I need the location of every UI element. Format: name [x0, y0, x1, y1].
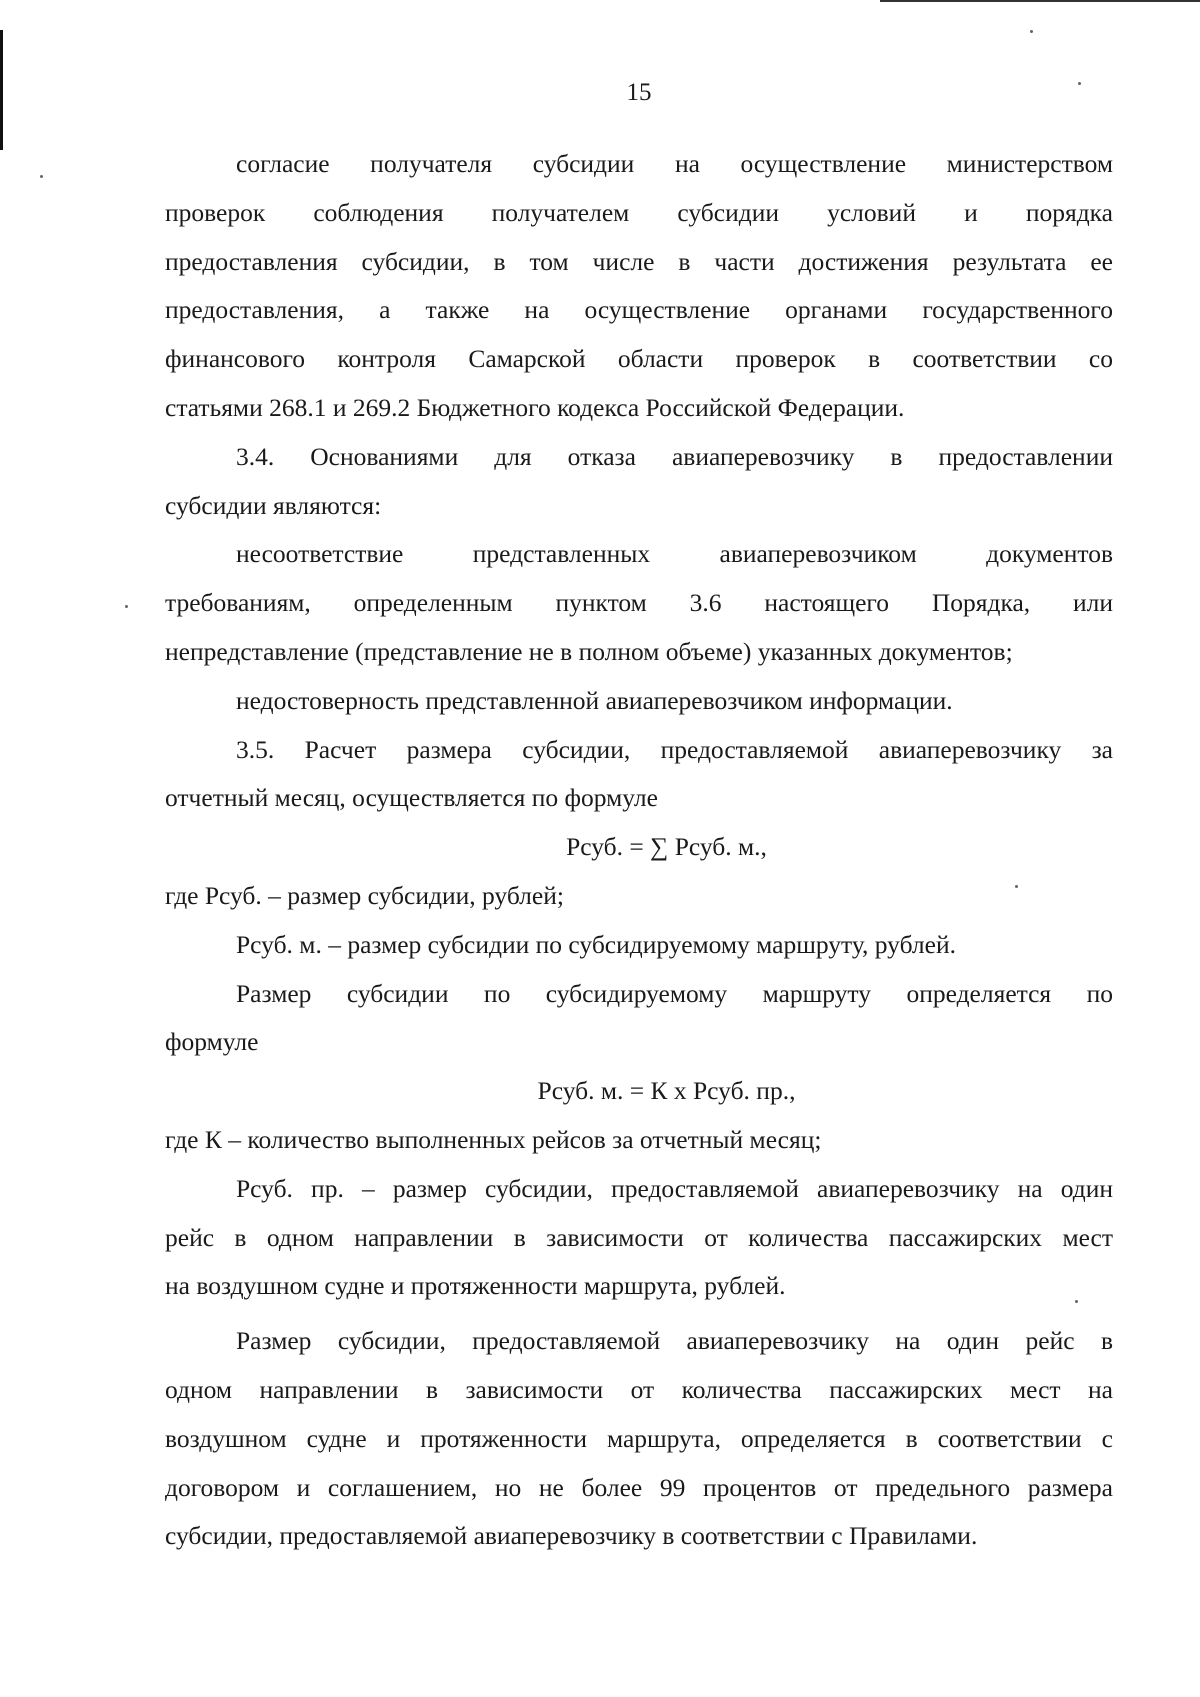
text-line: Рсуб. пр. – размер субсидии, предоставляемой авиаперевозчику на один — [236, 1173, 1113, 1203]
formula-where-line — [165, 1116, 1113, 1165]
paragraph — [165, 970, 1113, 1068]
formula-total-subsidy: Рсуб. = ∑ Рсуб. м., — [566, 832, 767, 862]
text-line: где Рсуб. – размер субсидии, рублей; — [165, 880, 564, 910]
paragraph — [165, 677, 1113, 726]
text-line: требованиям, определенным пунктом 3.6 настоящего Порядка, или — [165, 588, 1113, 618]
text-line: несоответствие представленных авиаперевозчиком документов — [236, 539, 1113, 569]
text-line: субсидии являются: — [165, 490, 382, 520]
text-line: непредставление (представление не в полном объеме) указанных документов; — [165, 636, 1013, 666]
formula-definition — [165, 921, 1113, 970]
text-line: предоставления, а также на осуществление органами государственного — [165, 295, 1113, 325]
text-line: рейс в одном направлении в зависимости от количества пассажирских мест — [165, 1222, 1113, 1252]
paragraph — [165, 726, 1113, 824]
text-line: формуле — [165, 1027, 259, 1057]
text-line: где К – количество выполненных рейсов за отчетный месяц; — [165, 1124, 822, 1154]
formula-definition — [165, 1165, 1113, 1311]
text-line: недостоверность представленной авиаперевозчиком информации. — [236, 685, 953, 715]
document-body — [165, 140, 1113, 1561]
text-line: воздушном судне и протяженности маршрута, определяется в соответствии с — [165, 1423, 1113, 1453]
scan-speck — [1030, 30, 1033, 33]
paragraph — [165, 433, 1113, 531]
text-line: финансового контроля Самарской области проверок в соответствии со — [165, 344, 1113, 374]
scan-speck — [40, 175, 43, 178]
text-line: отчетный месяц, осуществляется по формуле — [165, 783, 658, 813]
formula-where-line — [165, 872, 1113, 921]
page-number: 15 — [626, 79, 652, 106]
text-line: Размер субсидии по субсидируемому маршруту определяется по — [236, 978, 1113, 1008]
text-line: согласие получателя субсидии на осуществление министерством — [236, 149, 1113, 178]
text-line: статьями 268.1 и 269.2 Бюджетного кодекса Российской Федерации. — [165, 392, 905, 422]
paragraph — [165, 140, 1113, 433]
text-line: 3.5. Расчет размера субсидии, предоставляемой авиаперевозчику за — [236, 734, 1113, 764]
text-line: на воздушном судне и протяженности маршрута, рублей. — [165, 1271, 786, 1301]
text-line: одном направлении в зависимости от количества пассажирских мест на — [165, 1374, 1113, 1404]
paragraph — [165, 1317, 1113, 1561]
text-line: субсидии, предоставляемой авиаперевозчику в соответствии с Правилами. — [165, 1521, 978, 1551]
scan-speck — [125, 605, 128, 608]
text-line: договором и соглашением, но не более 99 процентов от предельного размера — [165, 1472, 1113, 1502]
text-line: Размер субсидии, предоставляемой авиаперевозчику на один рейс в — [236, 1326, 1113, 1356]
scan-top-mark — [880, 0, 1200, 2]
text-line: 3.4. Основаниями для отказа авиаперевозчику в предоставлении — [236, 441, 1113, 471]
formula-route-subsidy: Рсуб. м. = К х Рсуб. пр., — [537, 1076, 796, 1106]
paragraph — [165, 530, 1113, 676]
text-line: предоставления субсидии, в том числе в части достижения результата ее — [165, 246, 1113, 276]
text-line: Рсуб. м. – размер субсидии по субсидируемому маршруту, рублей. — [236, 929, 957, 959]
text-line: проверок соблюдения получателем субсидии условий и порядка — [165, 197, 1113, 227]
